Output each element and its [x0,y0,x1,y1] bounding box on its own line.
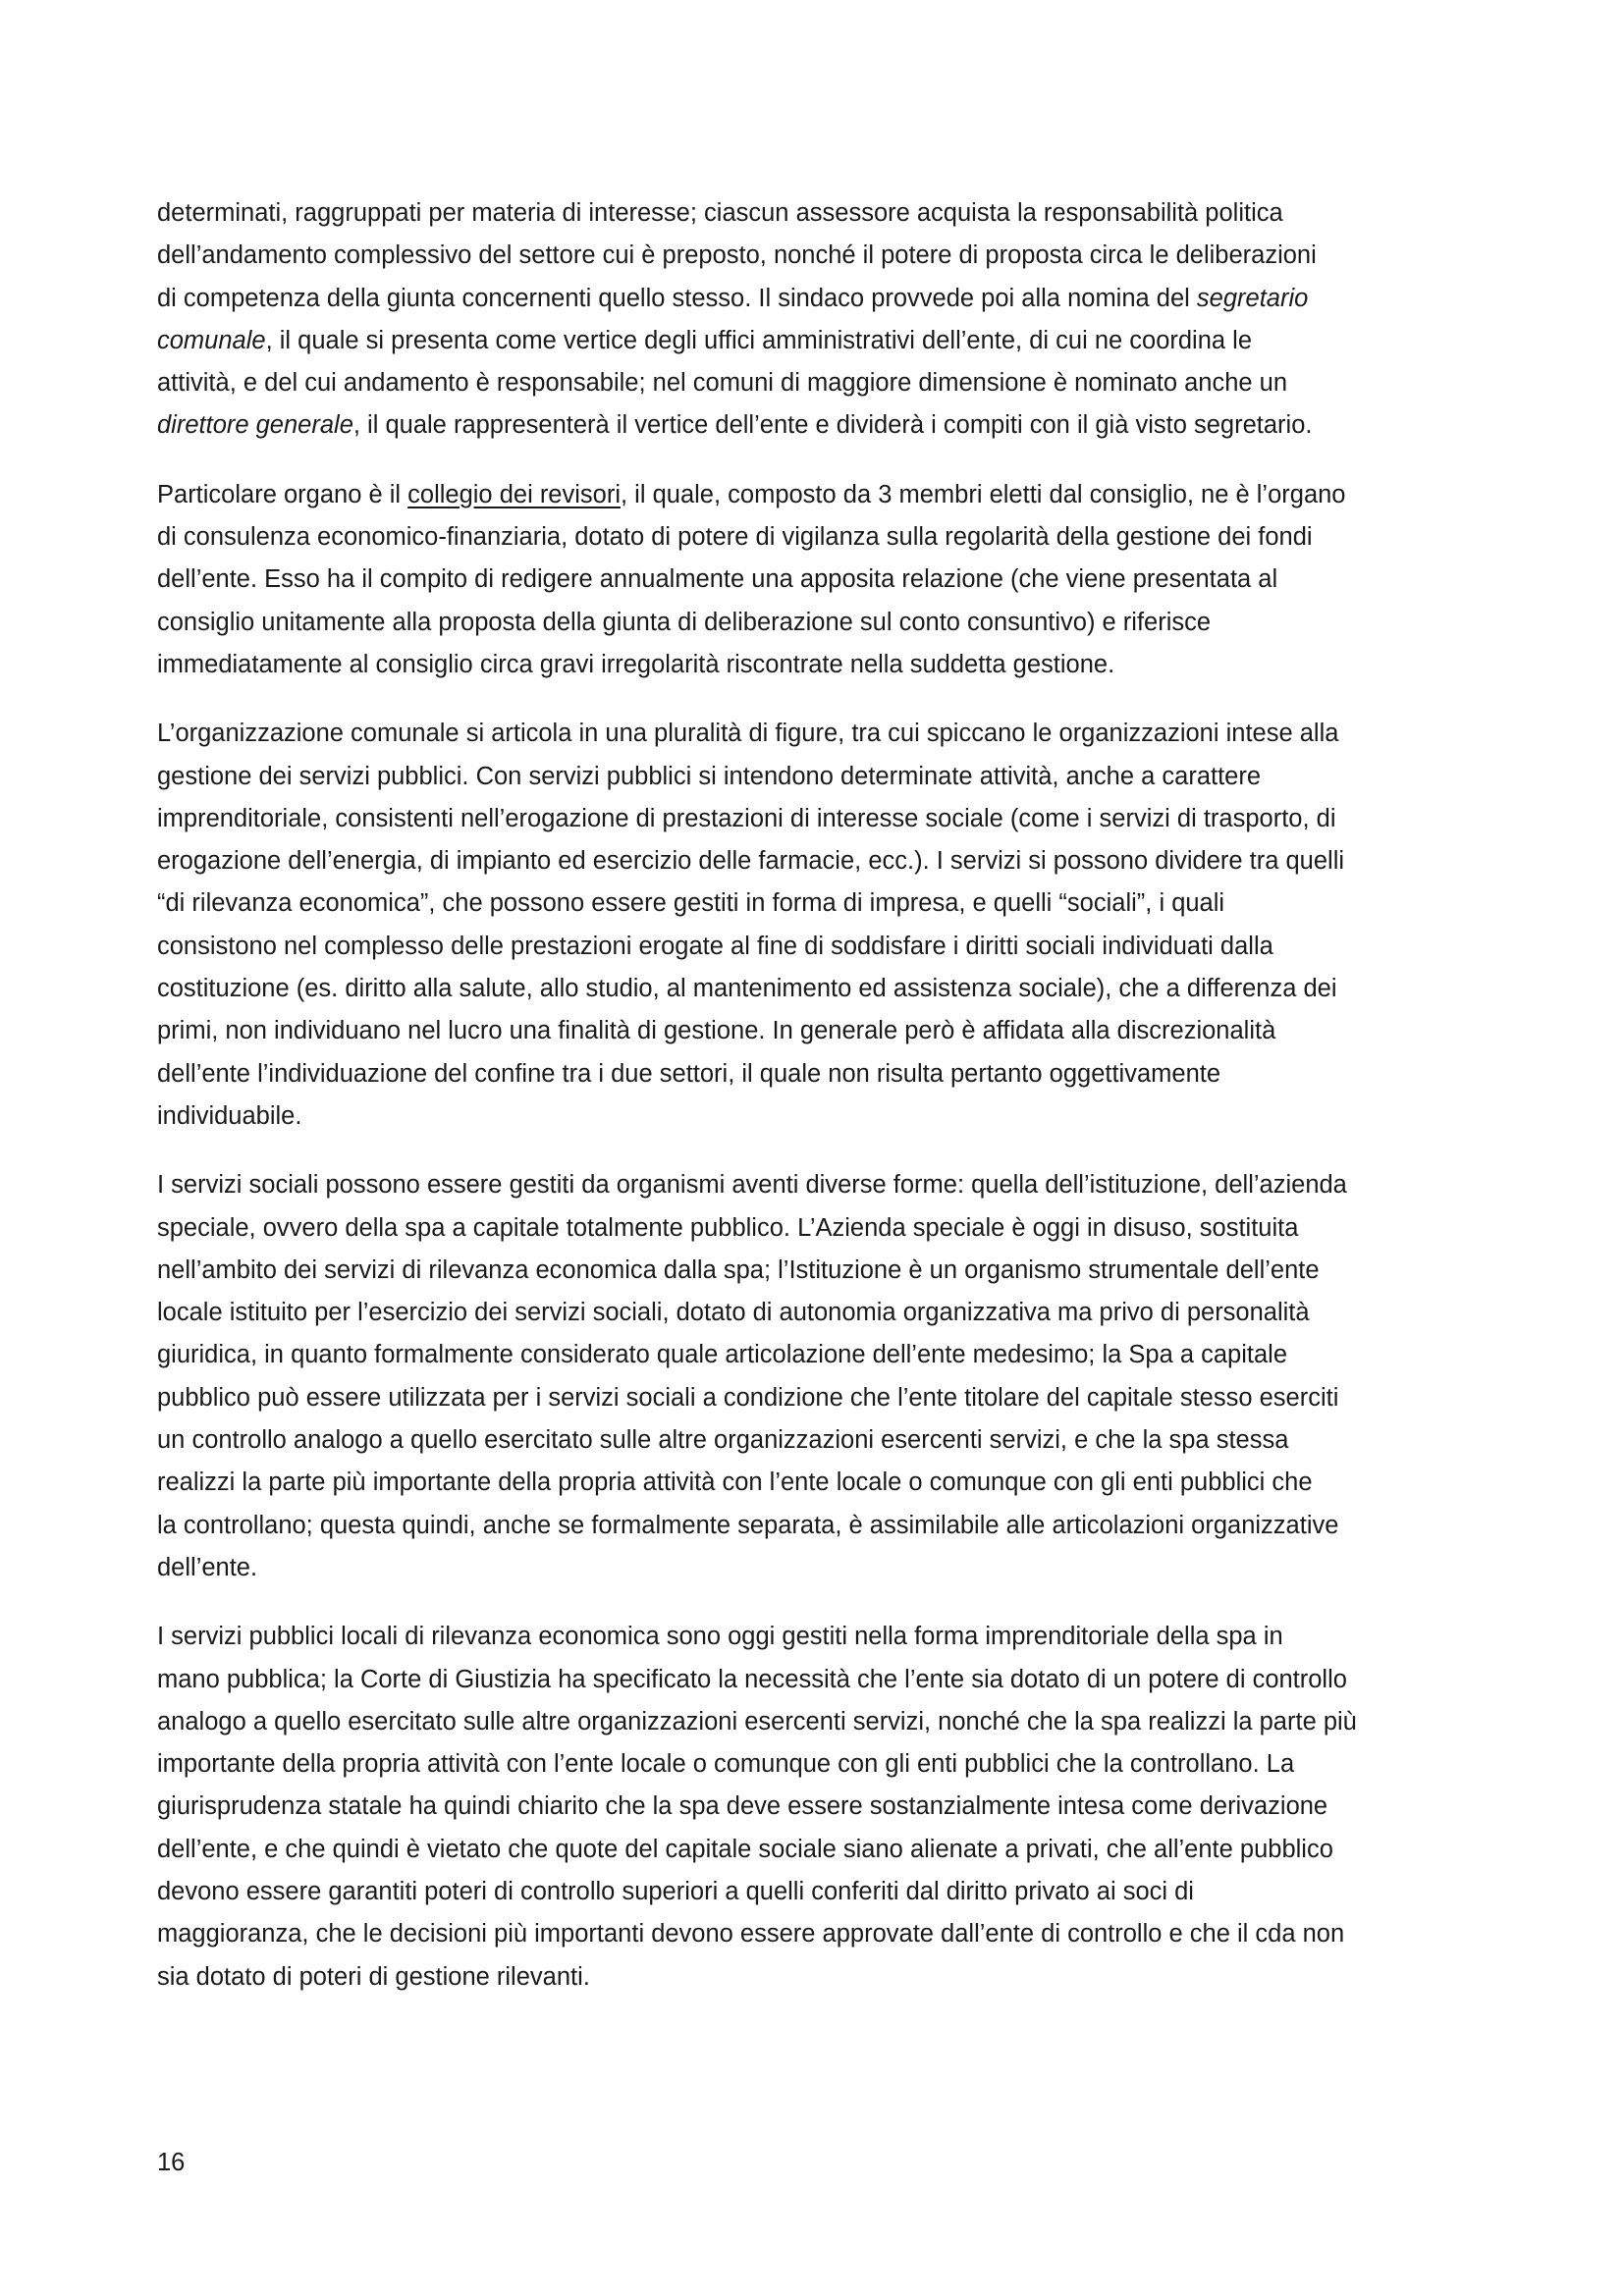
text-segment: dell’ente l’individuazione del confine tra i due settori, il quale non risulta pertanto oggettivamente [157,1059,1221,1088]
text-line [157,840,1492,882]
text-line [157,1053,1492,1095]
text-line [157,1164,1492,1206]
text-segment: I servizi pubblici locali di rilevanza economica sono oggi gestiti nella forma imprenditoriale della spa in [157,1623,1283,1651]
text-segment: , il quale, composto da 3 membri eletti dal consiglio, ne è l’organo [621,480,1346,508]
paragraph [157,1164,1492,1589]
text-segment: dell’ente, e che quindi è vietato che quote del capitale sociale siano alienate a privati, che all’ente pubblico [157,1835,1333,1863]
text-segment: di competenza della giunta concernenti quello stesso. Il sindaco provvede poi alla nomina del [157,284,1197,312]
text-segment: erogazione dell’energia, di impianto ed esercizio delle farmacie, ecc.). I servizi si possono dividere tra quelli [157,847,1345,876]
page-number: 16 [157,2149,186,2176]
text-segment: immediatamente al consiglio circa gravi irregolarità riscontrate nella suddetta gestione. [157,650,1115,678]
text-line [157,1956,1492,1999]
text-line [157,602,1492,644]
text-segment: , il quale rappresenterà il vertice dell’ente e dividerà i compiti con il già visto segretario. [352,411,1313,440]
text-segment: dell’andamento complessivo del settore cui è preposto, nonché il potere di proposta circa le deliberazioni [157,241,1317,270]
text-segment: primi, non individuano nel lucro una finalità di gestione. In generale però è affidata alla discrezionalità [157,1017,1276,1045]
text-segment: un controllo analogo a quello esercitato sulle altre organizzazioni esercenti servizi, e che la spa stessa [157,1426,1289,1455]
text-segment: dell’ente. [157,1553,258,1581]
text-segment: di consulenza economico-finanziaria, dotato di potere di vigilanza sulla regolarità della gestione dei fondi [157,523,1313,552]
text-segment: dell’ente. Esso ha il compito di redigere annualmente una apposita relazione (che viene presentata al [157,565,1278,594]
text-segment: gestione dei servizi pubblici. Con servizi pubblici si intendono determinate attività, anche a carattere [157,762,1262,790]
text-segment: realizzi la parte più importante della propria attività con l’ente locale o comunque con gli enti pubblici che [157,1468,1313,1497]
text-line [157,644,1492,686]
text-segment: I servizi sociali possono essere gestiti da organismi aventi diverse forme: quella dell’istituzione, dell’azienda [157,1171,1347,1200]
text-line [157,235,1492,277]
text-segment: Particolare organo è il [157,480,408,508]
text-line [157,713,1492,755]
text-segment: maggioranza, che le decisioni più importanti devono essere approvate dall’ente di controllo e che il cda non [157,1920,1345,1949]
text-segment: analogo a quello esercitato sulle altre organizzazioni esercenti servizi, nonché che la spa realizzi la parte più [157,1707,1357,1735]
text-segment: importante della propria attività con l’ente locale o comunque con gli enti pubblici che la controllano. La [157,1750,1295,1779]
text-line [157,1913,1492,1955]
italic-term: segretario [1196,284,1309,312]
text-segment: la controllano; questa quindi, anche se formalmente separata, è assimilabile alle articolazioni organizzative [157,1511,1339,1539]
text-segment: pubblico può essere utilizzata per i servizi sociali a condizione che l’ente titolare del capitale stesso eserciti [157,1383,1339,1412]
document-body [157,192,1492,2025]
paragraph [157,1616,1492,1999]
text-segment: giuridica, in quanto formalmente considerato quale articolazione dell’ente medesimo; la Spa a capitale [157,1341,1288,1369]
underlined-term: collegio dei revisori [407,480,621,508]
paragraph [157,192,1492,448]
text-segment: sia dotato di poteri di gestione rilevanti. [157,1962,590,1991]
text-line [157,1419,1492,1462]
text-line [157,1462,1492,1504]
text-segment: speciale, ovvero della spa a capitale totalmente pubblico. L’Azienda speciale è oggi in disuso, sostituita [157,1213,1299,1242]
text-line [157,1871,1492,1913]
text-line [157,278,1492,320]
text-segment: “di rilevanza economica”, che possono essere gestiti in forma di impresa, e quelli “sociali”, i quali [157,889,1225,918]
text-segment: , il quale si presenta come vertice degli uffici amministrativi dell’ente, di cui ne coordina le [265,326,1253,354]
text-line [157,1786,1492,1828]
text-line [157,516,1492,559]
text-segment: consiglio unitamente alla proposta della giunta di deliberazione sul conto consuntivo) e riferisce [157,608,1212,636]
text-segment: nell’ambito dei servizi di rilevanza economica dalla spa; l’Istituzione è un organismo strumentale dell’ente [157,1255,1320,1284]
text-line [157,192,1492,235]
paragraph [157,713,1492,1138]
text-line [157,1743,1492,1786]
text-segment: determinati, raggruppati per materia di interesse; ciascun assessore acquista la responsabilità politica [157,199,1283,227]
text-line [157,926,1492,968]
text-segment: L’organizzazione comunale si articola in una pluralità di figure, tra cui spiccano le organizzazioni intese alla [157,720,1339,748]
text-line [157,1095,1492,1138]
text-line [157,320,1492,362]
italic-term: comunale [157,326,266,354]
paragraph [157,474,1492,686]
text-segment: consistono nel complesso delle prestazioni erogate al fine di soddisfare i diritti sociali individuati dalla [157,932,1273,960]
text-line [157,1829,1492,1871]
text-line [157,1616,1492,1658]
text-line [157,362,1492,404]
text-line [157,968,1492,1010]
text-line [157,1292,1492,1334]
text-segment: locale istituito per l’esercizio dei servizi sociali, dotato di autonomia organizzativa ma privo di personalità [157,1299,1310,1327]
text-line [157,404,1492,447]
text-line [157,1010,1492,1052]
text-line [157,1701,1492,1743]
text-segment: costituzione (es. diritto alla salute, allo studio, al mantenimento ed assistenza sociale), che a differenza dei [157,975,1337,1003]
text-segment: devono essere garantiti poteri di controllo superiori a quelli conferiti dal diritto privato ai soci di [157,1877,1194,1905]
italic-term: direttore generale [157,411,353,440]
text-line [157,1207,1492,1250]
text-segment: attività, e del cui andamento è responsabile; nel comuni di maggiore dimensione è nominato anche un [157,369,1288,398]
text-segment: mano pubblica; la Corte di Giustizia ha specificato la necessità che l’ente sia dotato di un potere di controllo [157,1665,1347,1693]
text-line [157,1659,1492,1701]
text-segment: imprenditoriale, consistenti nell’erogazione di prestazioni di interesse sociale (come i servizi di trasporto, di [157,804,1336,832]
text-line [157,1250,1492,1292]
text-line [157,474,1492,516]
text-segment: individuabile. [157,1101,302,1130]
text-line [157,756,1492,798]
text-line [157,882,1492,925]
text-line [157,1505,1492,1547]
text-segment: giurisprudenza statale ha quindi chiarito che la spa deve essere sostanzialmente intesa come derivazione [157,1792,1328,1821]
text-line [157,1334,1492,1376]
text-line [157,559,1492,601]
text-line [157,1377,1492,1419]
text-line [157,798,1492,840]
text-line [157,1547,1492,1589]
